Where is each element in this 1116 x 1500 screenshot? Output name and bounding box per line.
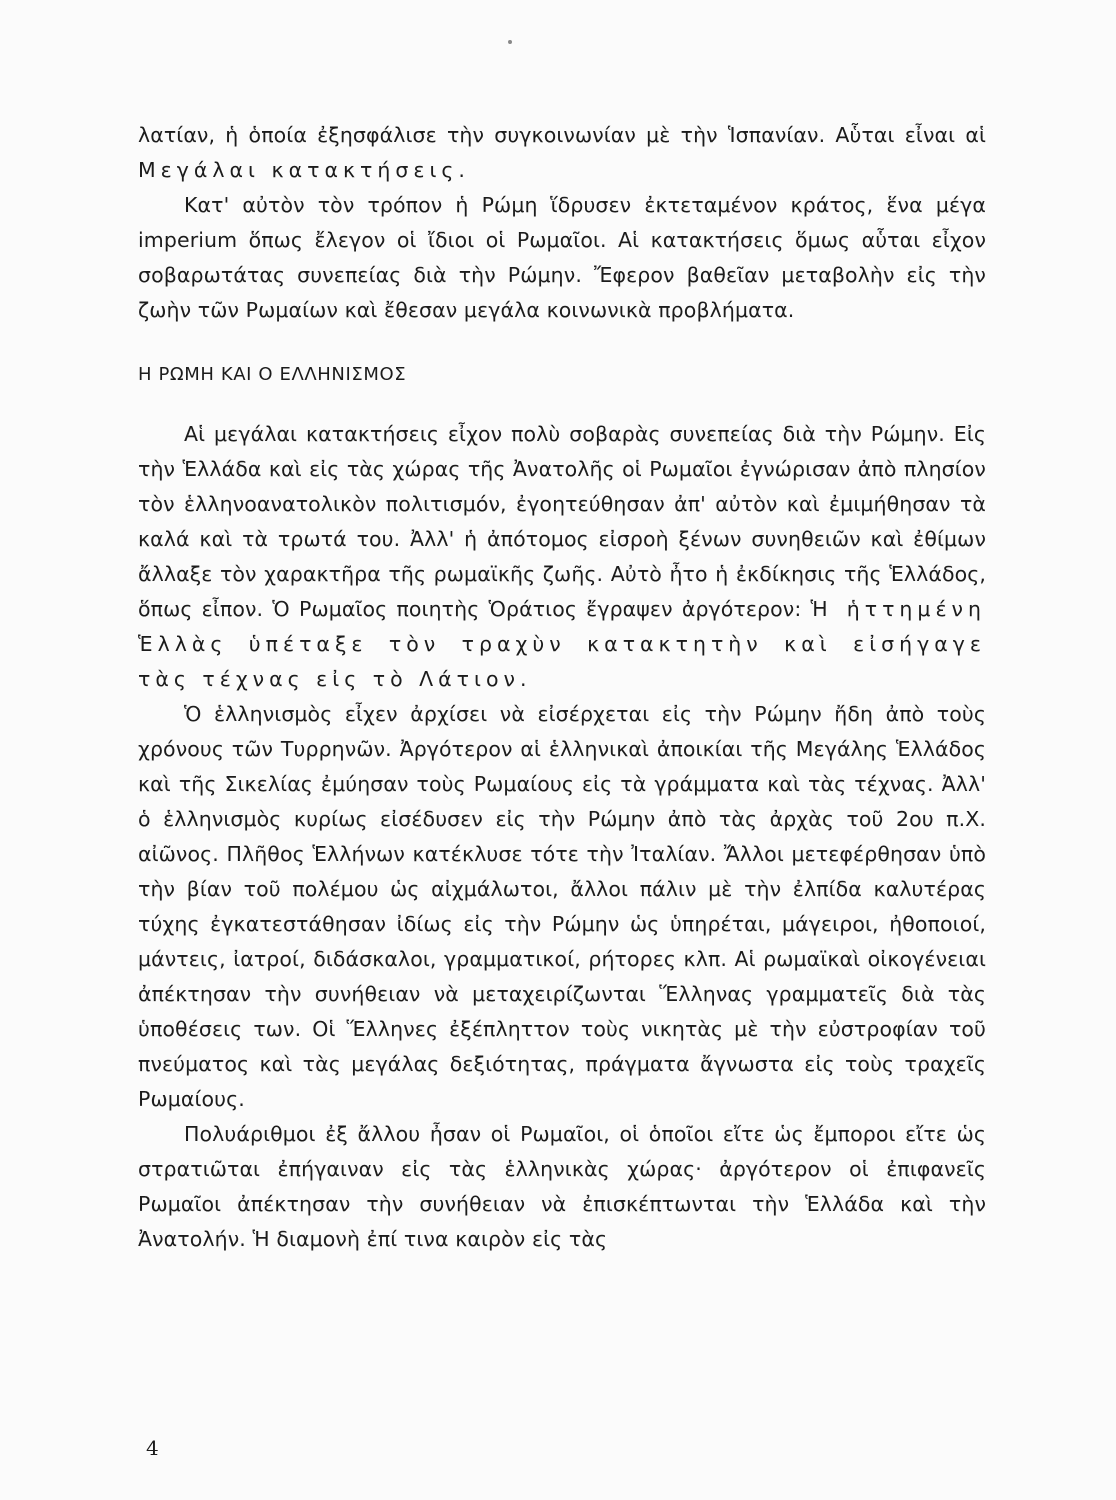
paragraph-imperium: Κατ' αὐτὸν τὸν τρόπον ἡ Ρώμη ἵδρυσεν ἐκτεταμένον κράτος, ἕνα μέγα imperium ὅπως ἔλεγον οἱ ἴδιοι οἱ Ρωμαῖοι. Αἱ κατακτήσεις ὅμως αὗται εἶχον σοβαρωτάτας συνεπείας διὰ τὴν Ρώμην. Ἔφερον βαθεῖαν μεταβολὴν εἰς τὴν ζωὴν τῶν Ρωμαίων καὶ ἔθεσαν μεγάλα κοινωνικὰ προβλήματα.	[138, 193, 986, 322]
page-number: 4	[146, 1436, 159, 1460]
paragraph-text: Αἱ μεγάλαι κατακτήσεις εἶχον πολὺ σοβαρὰς συνεπείας διὰ τὴν Ρώμην. Εἰς τὴν Ἑλλάδα καὶ εἰς τὰς χώρας τῆς Ἀνατολῆς οἱ Ρωμαῖοι ἐγνώρισαν ἀπὸ πλησίον τὸν ἑλληνοανατολικὸν πολιτισμόν, ἐγοητεύθησαν ἀπ' αὐτὸν καὶ ἐμιμήθησαν τὰ καλά καὶ τὰ τρωτά του. Ἀλλ' ἡ ἀπότομος εἰσροὴ ξένων συνηθειῶν καὶ ἐθίμων ἄλλαξε τὸν χαρακτῆρα τῆς ρωμαϊκῆς ζωῆς. Αὐτὸ ἦτο ἡ ἐκδίκησις τῆς Ἑλλάδος, ὅπως εἶπον. Ὁ Ρωμαῖος ποιητὴς Ὁράτιος ἔγραψεν ἀργότερον:	[138, 422, 986, 621]
paragraph-romans-in-greece: Πολυάριθμοι ἐξ ἄλλου ἦσαν οἱ Ρωμαῖοι, οἱ ὁποῖοι εἴτε ὡς ἔμποροι εἴτε ὡς στρατιῶται ἐπήγαιναν εἰς τὰς ἑλληνικὰς χώρας· ἀργότερον οἱ ἐπιφανεῖς Ρωμαῖοι ἀπέκτησαν τὴν συνήθειαν νὰ ἐπισκέπτωνται τὴν Ἑλλάδα καὶ τὴν Ἀνατολήν. Ἡ διαμονὴ ἐπί τινα καιρὸν εἰς τὰς	[138, 1122, 986, 1251]
paragraph-hellenism-spread: Ὁ ἑλληνισμὸς εἶχεν ἀρχίσει νὰ εἰσέρχεται εἰς τὴν Ρώμην ἤδη ἀπὸ τοὺς χρόνους τῶν Τυρρηνῶν. Ἀργότερον αἱ ἑλληνικαὶ ἀποικίαι τῆς Μεγάλης Ἑλλάδος καὶ τῆς Σικελίας ἐμύησαν τοὺς Ρωμαίους εἰς τὰ γράμματα καὶ τὰς τέχνας. Ἀλλ' ὁ ἑλληνισμὸς κυρίως εἰσέδυσεν εἰς τὴν Ρώμην ἀπὸ τὰς ἀρχὰς τοῦ 2ου π.Χ. αἰῶνος. Πλῆθος Ἑλλήνων κατέκλυσε τότε τὴν Ἰταλίαν. Ἄλλοι μετεφέρθησαν ὑπὸ τὴν βίαν τοῦ πολέμου ὡς αἰχμάλωτοι, ἄλλοι πάλιν μὲ τὴν ἐλπίδα καλυτέρας τύχης ἐγκατεστάθησαν ἰδίως εἰς τὴν Ρώμην ὡς ὑπηρέται, μάγειροι, ἠθοποιοί, μάντεις, ἰατροί, διδάσκαλοι, γραμματικοί, ρήτορες κλπ. Αἱ ρωμαϊκαὶ οἰκογένειαι ἀπέκτησαν τὴν συνήθειαν νὰ μεταχειρίζωνται Ἕλληνας γραμματεῖς διὰ τὰς ὑποθέσεις των. Οἱ Ἕλληνες ἐξέπληττον τοὺς νικητὰς μὲ τὴν εὐστροφίαν τοῦ πνεύματος καὶ τὰς μεγάλας δεξιότητας, πράγματα ἄγνωστα εἰς τοὺς τραχεῖς Ρωμαίους.	[138, 702, 986, 1111]
horace-quote: Ἡ ἡττημένη Ἑλλὰς ὑπέταξε τὸν τραχὺν κατακτητὴν καὶ εἰσήγαγε τὰς τέχνας εἰς τὸ Λάτιον.	[138, 597, 986, 691]
spaced-emphasis: Μεγάλαι κατακτήσεις.	[138, 158, 470, 182]
paragraph-conquests-end	[138, 118, 986, 188]
page-speck	[508, 40, 512, 44]
paragraph-hellenism-intro	[138, 417, 986, 697]
paragraph-text: λατίαν, ἡ ὁποία ἐξησφάλισε τὴν συγκοινωνίαν μὲ τὴν Ἱσπανίαν. Αὗται εἶναι αἱ	[138, 123, 986, 147]
section-heading: Η ΡΩΜΗ ΚΑΙ Ο ΕΛΛΗΝΙΣΜΟΣ	[138, 364, 407, 385]
